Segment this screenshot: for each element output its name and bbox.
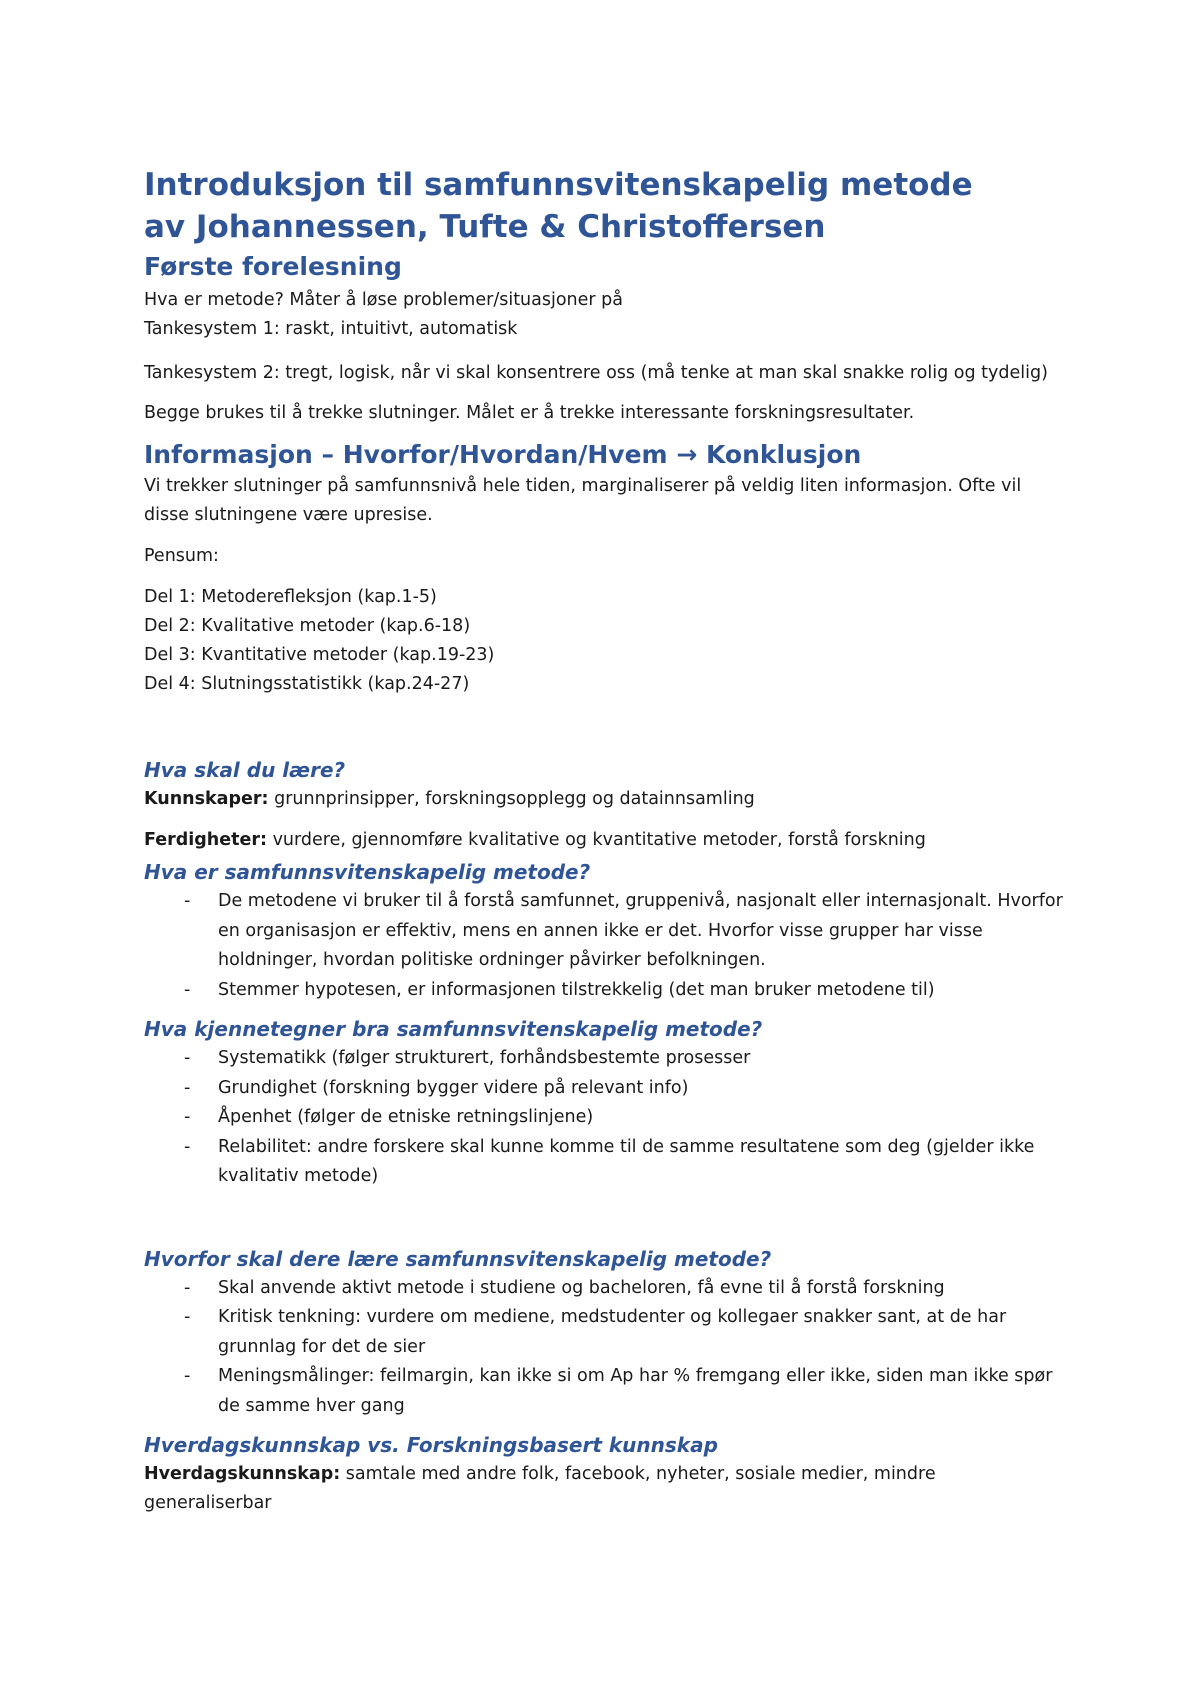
list-item-text: Stemmer hypotesen, er informasjonen tilstrekkelig (det man bruker metodene til) — [218, 979, 935, 1000]
pensum-item: Del 2: Kvalitative metoder (kap.6-18) — [144, 616, 471, 636]
bullet-list — [144, 887, 1064, 1005]
dash-bullet: - — [184, 1048, 191, 1068]
list-item-text: Skal anvende aktivt metode i studiene og bacheloren, få evne til å forstå forskning — [218, 1277, 945, 1298]
list-item — [144, 1133, 1064, 1192]
list-item-text: Relabilitet: andre forskere skal kunne komme til de samme resultatene som deg (gjelder ikke kvalitativ metode) — [218, 1136, 1035, 1186]
heading-informasjon — [144, 438, 1064, 472]
dash-bullet: - — [184, 1107, 191, 1127]
hverdagskunnskap-paragraph — [144, 1460, 1064, 1518]
pensum-label: Pensum: — [144, 546, 219, 566]
list-item — [144, 1362, 1064, 1421]
heading-forste-forelesning: Første forelesning — [144, 252, 402, 281]
kunnskaper-label: Kunnskaper: — [144, 789, 269, 809]
title-line-2: av Johannessen, Tufte & Christoffersen — [144, 209, 826, 245]
dash-bullet: - — [184, 1077, 191, 1098]
pensum-item: Del 3: Kvantitative metoder (kap.19-23) — [144, 645, 495, 665]
document-title — [144, 164, 1064, 248]
hverdagskunnskap-text: samtale med andre folk, facebook, nyheter, sosiale medier, mindre generaliserbar — [144, 1464, 936, 1513]
heading-hverdagskunnskap: Hverdagskunnskap vs. Forskningsbasert kunnskap — [144, 1433, 718, 1457]
kunnskaper-paragraph — [144, 785, 1064, 814]
heading-informasjon-text: Informasjon – Hvorfor/Hvordan/Hvem — [144, 440, 668, 469]
ferdigheter-paragraph — [144, 826, 1064, 855]
dash-bullet: - — [184, 891, 191, 911]
dash-bullet: - — [184, 1366, 191, 1386]
paragraph: Vi trekker slutninger på samfunnsnivå hele tiden, marginaliserer på veldig liten informasjon. Ofte vil disse slutningene være upresise. — [144, 476, 1022, 525]
dash-bullet: - — [184, 1307, 191, 1327]
heading-konklusjon-text: Konklusjon — [706, 440, 862, 469]
list-item — [144, 1274, 1064, 1304]
list-item-text: De metodene vi bruker til å forstå samfunnet, gruppenivå, nasjonalt eller internasjonalt. Hvorfor en organisasjon er effektiv, mens en annen ikke er det. Hvorfor visse grupper har visse holdninger, hvordan politiske ordninger påvirker befolkningen. — [218, 891, 1063, 970]
paragraph: Begge brukes til å trekke slutninger. Målet er å trekke interessante forskningsresultater. — [144, 403, 915, 423]
hverdagskunnskap-label: Hverdagskunnskap: — [144, 1464, 341, 1484]
paragraph: Tankesystem 1: raskt, intuitivt, automatisk — [144, 319, 518, 339]
heading-hvorfor-laere: Hvorfor skal dere lære samfunnsvitenskapelig metode? — [144, 1246, 772, 1271]
list-item-text: Kritisk tenkning: vurdere om mediene, medstudenter og kollegaer snakker sant, at de har grunnlag for det de sier — [218, 1307, 1007, 1357]
list-item — [144, 887, 1064, 976]
dash-bullet: - — [184, 1136, 191, 1157]
dash-bullet: - — [184, 979, 191, 1000]
bullet-list — [144, 1274, 1064, 1422]
list-item — [144, 1074, 1064, 1104]
kunnskaper-text: grunnprinsipper, forskningsopplegg og datainnsamling — [268, 789, 755, 809]
heading-hva-skal-du-laere: Hva skal du lære? — [144, 758, 346, 782]
document-content — [144, 164, 1064, 1518]
pensum-item: Del 1: Metoderefleksjon (kap.1-5) — [144, 587, 437, 607]
paragraph: Tankesystem 2: tregt, logisk, når vi skal konsentrere oss (må tenke at man skal snakke rolig og tydelig) — [144, 363, 1048, 383]
list-item-text: Grundighet (forskning bygger videre på relevant info) — [218, 1077, 689, 1098]
list-item-text: Åpenhet (følger de etniske retningslinjene) — [218, 1107, 594, 1127]
list-item-text: Systematikk (følger strukturert, forhåndsbestemte prosesser — [218, 1048, 751, 1068]
list-item — [144, 1044, 1064, 1074]
right-arrow-icon: → — [676, 440, 698, 469]
list-item — [144, 1103, 1064, 1133]
heading-hva-er-metode: Hva er samfunnsvitenskapelig metode? — [144, 860, 591, 884]
pensum-item: Del 4: Slutningsstatistikk (kap.24-27) — [144, 674, 470, 694]
heading-hva-kjennetegner: Hva kjennetegner bra samfunnsvitenskapelig metode? — [144, 1017, 763, 1041]
paragraph: Hva er metode? Måter å løse problemer/situasjoner på — [144, 290, 624, 310]
dash-bullet: - — [184, 1277, 191, 1298]
list-item — [144, 1303, 1064, 1362]
title-line-1: Introduksjon til samfunnsvitenskapelig metode — [144, 167, 973, 203]
ferdigheter-label: Ferdigheter: — [144, 830, 267, 850]
bullet-list — [144, 1044, 1064, 1192]
list-item — [144, 976, 1064, 1006]
ferdigheter-text: vurdere, gjennomføre kvalitative og kvantitative metoder, forstå forskning — [267, 830, 926, 850]
list-item-text: Meningsmålinger: feilmargin, kan ikke si om Ap har % fremgang eller ikke, siden man ikke spør de samme hver gang — [218, 1366, 1053, 1416]
